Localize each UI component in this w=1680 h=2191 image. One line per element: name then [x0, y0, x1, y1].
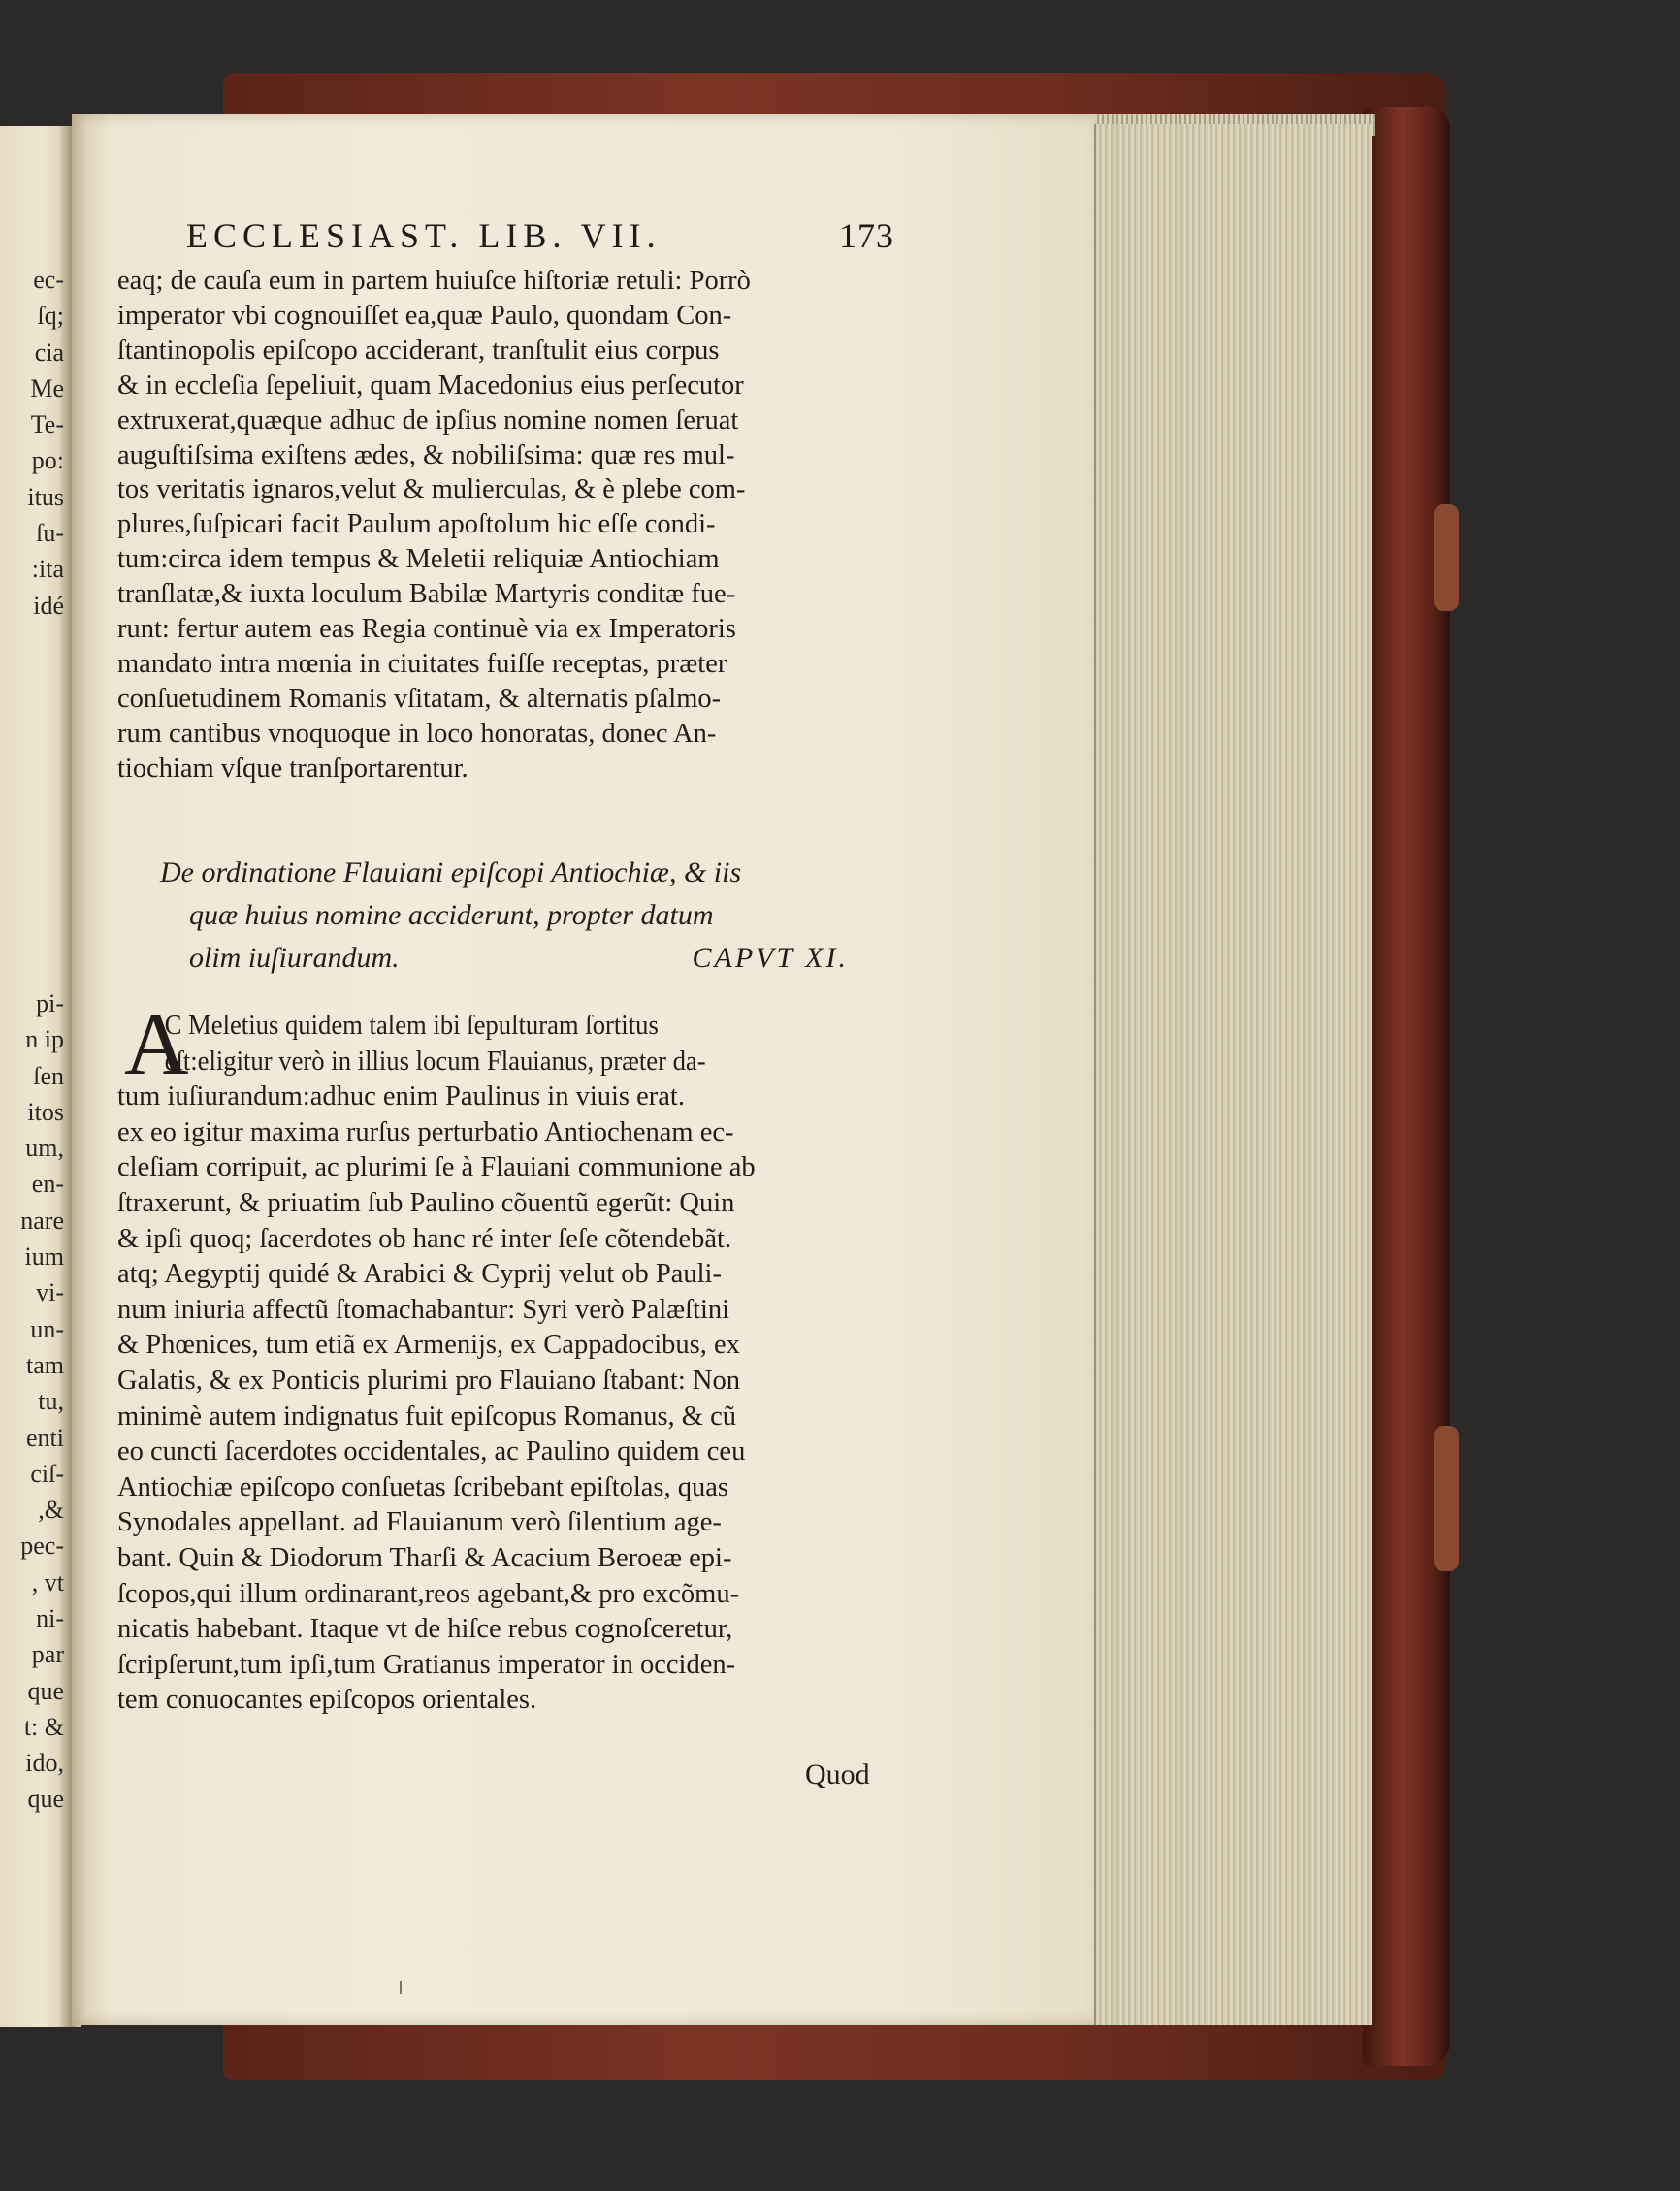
- margin-fragment: [0, 624, 68, 660]
- page-number: 173: [839, 216, 894, 255]
- margin-fragment: [0, 732, 68, 768]
- text-line: eo cuncti ſacerdotes occidentales, ac Paulino quidem ceu: [117, 1436, 746, 1467]
- text-line: tum:circa idem tempus & Meletii reliquiæ Antiochiam: [117, 544, 720, 575]
- text-line: tos veritatis ignaros,velut & mulierculas, & è plebe com-: [117, 474, 746, 505]
- text-line: & in eccleſia ſepeliuit, quam Macedonius eius perſecutor: [117, 370, 744, 401]
- margin-fragment: ium: [24, 1242, 64, 1272]
- book-spine: [1363, 107, 1450, 2066]
- margin-fragment: tam: [26, 1350, 64, 1379]
- margin-fragment: [0, 696, 68, 732]
- text-line: tum iuſiurandum:adhuc enim Paulinus in viuis erat.: [117, 1081, 685, 1112]
- margin-fragment: itos: [27, 1097, 64, 1126]
- margin-fragment: par: [31, 1640, 64, 1669]
- margin-fragment: t: &: [23, 1712, 64, 1741]
- margin-fragment: Te-: [30, 410, 64, 439]
- drop-cap: A: [124, 994, 189, 1093]
- text-line: ex eo igitur maxima rurſus perturbatio Antiochenam ec-: [117, 1116, 734, 1147]
- text-line: quæ huius nomine acciderunt, propter datum: [189, 899, 714, 931]
- margin-fragment: que: [27, 1676, 64, 1705]
- text-line: imperator vbi cognouiſſet ea,quæ Paulo, quondam Con-: [117, 300, 732, 331]
- text-line: Galatis, & ex Ponticis plurimi pro Flauiano ſtabant: Non: [117, 1365, 740, 1396]
- margin-fragment: ec-: [33, 266, 64, 294]
- text-line: cleſiam corripuit, ac plurimi ſe à Flauiani communione ab: [117, 1152, 756, 1183]
- text-line: plures,ſuſpicari facit Paulum apoſtolum hic eſſe condi-: [117, 509, 716, 540]
- chapter-label: CAPVT XI.: [692, 942, 849, 974]
- spine-band: [1434, 504, 1459, 611]
- text-line: rum cantibus vnoquoque in loco honoratas, donec An-: [117, 718, 717, 749]
- text-line: olim iuſiurandum.: [189, 942, 400, 974]
- margin-fragment: pec-: [20, 1531, 64, 1561]
- margin-fragment: ciſ-: [30, 1459, 64, 1488]
- margin-fragment: enti: [26, 1423, 64, 1452]
- margin-fragment: idé: [33, 591, 64, 620]
- text-line: ſtantinopolis epiſcopo acciderant, tranſtulit eius corpus: [117, 335, 720, 366]
- margin-fragment: nare: [20, 1206, 64, 1235]
- margin-fragment: ſq;: [37, 302, 64, 331]
- margin-fragment: tu,: [38, 1387, 64, 1416]
- page-fore-edge: [1094, 124, 1372, 2025]
- text-line: mandato intra mœnia in ciuitates fuiſſe receptas, præter: [117, 648, 727, 679]
- text-line: tiochiam vſque tranſportarentur.: [117, 753, 468, 784]
- paragraph-2: [117, 1009, 893, 1719]
- margin-fragment: Me: [30, 373, 64, 403]
- margin-fragment: n ip: [25, 1025, 64, 1054]
- margin-fragment: :ita: [31, 555, 64, 584]
- margin-fragment: ſu-: [36, 519, 64, 548]
- margin-fragment: itus: [27, 482, 64, 511]
- text-line: eaq; de cauſa eum in partem huiuſce hiſtoriæ retuli: Porrò: [117, 266, 751, 296]
- margin-fragment: pi-: [36, 988, 64, 1017]
- margin-fragment: [0, 804, 68, 840]
- running-head-title: ECCLESIAST. LIB. VII.: [186, 216, 662, 255]
- margin-fragment: ,&: [38, 1496, 64, 1525]
- text-line: ſtraxerunt, & priuatim ſub Paulino cõuentũ egerũt: Quin: [117, 1187, 735, 1218]
- margin-fragment: que: [27, 1785, 64, 1814]
- margin-fragment: cia: [34, 338, 64, 367]
- margin-fragment: [0, 913, 68, 949]
- verso-margin-text: [0, 262, 68, 1818]
- signature-mark: [400, 1981, 402, 1994]
- text-line: conſuetudinem Romanis vſitatam, & alternatis pſalmo-: [117, 683, 722, 714]
- text-line: nicatis habebant. Itaque vt de hiſce rebus cognoſceretur,: [117, 1614, 733, 1645]
- paragraph-1: [117, 264, 888, 787]
- margin-fragment: [0, 841, 68, 877]
- margin-fragment: um,: [25, 1134, 64, 1163]
- margin-fragment: po:: [31, 446, 64, 475]
- text-line: num iniuria affectũ ſtomachabantur: Syri verò Palæſtini: [117, 1294, 730, 1325]
- text-line: C Meletius quidem talem ibi ſepulturam ſortitus: [164, 1011, 659, 1041]
- margin-fragment: un-: [30, 1314, 64, 1343]
- text-line: ſcopos,qui illum ordinarant,reos agebant,& pro excõmu-: [117, 1578, 740, 1609]
- text-line: De ordinatione Flauiani epiſcopi Antiochiæ, & iis: [160, 856, 742, 888]
- margin-fragment: ni-: [36, 1603, 64, 1632]
- margin-fragment: [0, 877, 68, 913]
- margin-fragment: [0, 768, 68, 804]
- catchword: Quod: [805, 1758, 870, 1790]
- text-line: extruxerat,quæque adhuc de ipſius nomine nomen ſeruat: [117, 404, 739, 435]
- running-head: [186, 215, 894, 260]
- margin-fragment: [0, 950, 68, 985]
- text-line: Synodales appellant. ad Flauianum verò ſilentium age-: [117, 1507, 722, 1538]
- text-line: bant. Quin & Diodorum Tharſi & Acacium Beroeæ epi-: [117, 1542, 732, 1573]
- text-line: Antiochiæ epiſcopo conſuetas ſcribebant epiſtolas, quas: [117, 1471, 729, 1502]
- text-line: auguſtiſsima exiſtens ædes, & nobiliſsima: quæ res mul-: [117, 439, 735, 470]
- margin-fragment: en-: [31, 1170, 64, 1199]
- text-line: minimè autem indignatus fuit epiſcopus Romanus, & cũ: [117, 1401, 736, 1432]
- margin-fragment: ido,: [25, 1749, 64, 1778]
- text-line: & ipſi quoq; ſacerdotes ob hanc ré inter ſeſe cõtendebãt.: [117, 1223, 732, 1254]
- text-line: tem conuocantes epiſcopos orientales.: [117, 1685, 537, 1716]
- text-line: tranſlatæ,& iuxta loculum Babilæ Martyris conditæ fue-: [117, 579, 736, 610]
- text-line: ſcripſerunt,tum ipſi,tum Gratianus imperator in occiden-: [117, 1649, 736, 1680]
- margin-fragment: vi-: [36, 1278, 64, 1307]
- text-line: runt: fertur autem eas Regia continuè via ex Imperatoris: [117, 614, 736, 645]
- text-line: atq; Aegyptij quidé & Arabici & Cyprij velut ob Pauli-: [117, 1259, 722, 1290]
- text-line: eſt:eligitur verò in illius locum Flauianus, præter da-: [164, 1046, 706, 1077]
- margin-fragment: , vt: [31, 1567, 64, 1596]
- spine-band: [1434, 1426, 1459, 1571]
- chapter-heading: [160, 852, 858, 980]
- text-line: & Phœnices, tum etiã ex Armenijs, ex Cappadocibus, ex: [117, 1330, 740, 1361]
- margin-fragment: ſen: [33, 1061, 64, 1090]
- margin-fragment: [0, 660, 68, 695]
